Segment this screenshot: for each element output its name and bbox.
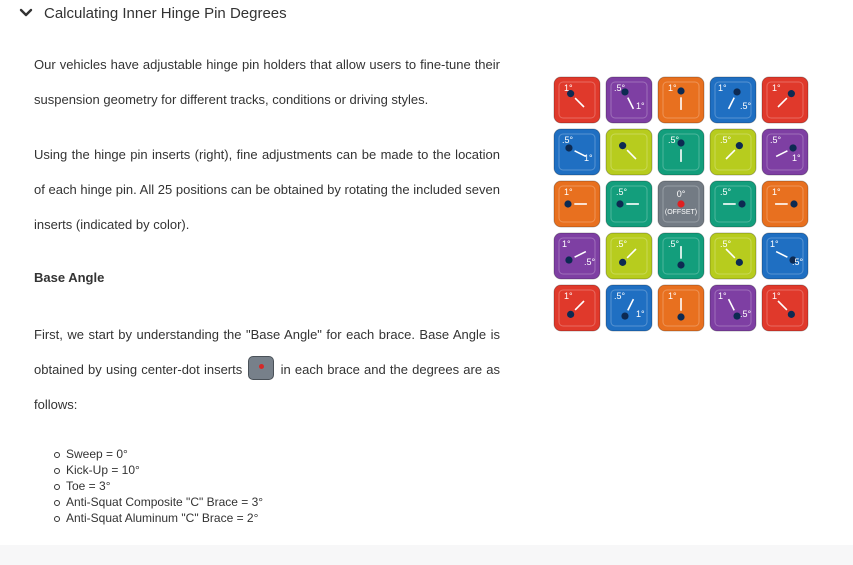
base-angle-text-start: First, we start by understanding the "Base Angle" for each brace. Base Angle is obtained by using center-dot inserts <box>34 327 500 377</box>
insert-label: 1° <box>668 291 677 301</box>
insert-tile <box>606 77 652 123</box>
insert-label: 1° <box>792 153 801 163</box>
accordion-title: Calculating Inner Hinge Pin Degrees <box>44 4 287 22</box>
insert-dot <box>677 313 684 320</box>
insert-tile <box>658 129 704 175</box>
insert-label: 0° <box>676 189 686 199</box>
insert-dot <box>565 144 572 151</box>
insert-tile <box>658 233 704 279</box>
insert-dot <box>736 259 743 266</box>
insert-dot <box>788 90 795 97</box>
insert-label: .5° <box>616 239 628 249</box>
hinge-pin-insert-grid <box>553 76 809 332</box>
list-item: Kick-Up = 10° <box>54 462 263 478</box>
insert-label: 1° <box>564 83 573 93</box>
insert-tile <box>762 77 808 123</box>
insert-dot <box>736 142 743 149</box>
insert-dot <box>738 200 745 207</box>
section-heading-base-angle: Base Angle <box>34 270 105 285</box>
insert-tile <box>554 181 600 227</box>
base-angle-list <box>54 446 263 526</box>
insert-label: .5° <box>770 135 782 145</box>
insert-label: 1° <box>718 83 727 93</box>
insert-label: .5° <box>720 239 732 249</box>
insert-tile <box>762 129 808 175</box>
insert-dot <box>790 200 797 207</box>
inserts-paragraph: Using the hinge pin inserts (right), fine adjustments can be made to the location of each hinge pin. All 25 positions can be obtained by rotating the included seven inserts (indicated by color). <box>34 147 500 232</box>
insert-label: .5° <box>792 257 804 267</box>
insert-label: .5° <box>720 135 732 145</box>
insert-dot <box>677 200 684 207</box>
insert-label: 1° <box>564 187 573 197</box>
list-item: Anti-Squat Aluminum "C" Brace = 2° <box>54 510 263 526</box>
insert-dot <box>564 200 571 207</box>
list-item: Toe = 3° <box>54 478 263 494</box>
insert-tile <box>606 129 652 175</box>
insert-label: .5° <box>562 135 574 145</box>
insert-label: .5° <box>720 187 732 197</box>
insert-label: 1° <box>718 291 727 301</box>
insert-label: 1° <box>772 83 781 93</box>
insert-label: 1° <box>584 153 593 163</box>
insert-dot <box>789 144 796 151</box>
insert-tile <box>606 233 652 279</box>
insert-dot <box>677 87 684 94</box>
base-angle-paragraph <box>34 317 500 422</box>
insert-label: 1° <box>668 83 677 93</box>
list-item: Anti-Squat Composite "C" Brace = 3° <box>54 494 263 510</box>
insert-dot <box>619 259 626 266</box>
insert-label: 1° <box>772 187 781 197</box>
insert-dot <box>567 311 574 318</box>
insert-label: 1° <box>770 239 779 249</box>
insert-label: .5° <box>740 101 752 111</box>
insert-dot <box>788 311 795 318</box>
insert-tile <box>606 181 652 227</box>
insert-tile <box>762 233 808 279</box>
insert-label: .5° <box>668 239 680 249</box>
insert-tile <box>554 129 600 175</box>
insert-tile <box>658 77 704 123</box>
insert-label: 1° <box>636 309 645 319</box>
chevron-down-icon <box>18 5 34 21</box>
intro-paragraph: Our vehicles have adjustable hinge pin holders that allow users to fine-tune their suspension geometry for different tracks, conditions or driving styles. <box>34 57 500 107</box>
insert-label: .5° <box>584 257 596 267</box>
insert-dot <box>733 88 740 95</box>
insert-label: .5° <box>614 291 626 301</box>
insert-dot <box>619 142 626 149</box>
insert-label: (OFFSET) <box>664 209 698 216</box>
insert-tile <box>762 181 808 227</box>
insert-label: .5° <box>668 135 680 145</box>
insert-tile <box>554 77 600 123</box>
insert-tile <box>762 285 808 331</box>
insert-tile <box>658 181 704 227</box>
insert-dot <box>677 261 684 268</box>
center-dot-insert-icon <box>248 356 274 380</box>
insert-label: .5° <box>614 83 626 93</box>
insert-label: 1° <box>772 291 781 301</box>
insert-tile <box>710 233 756 279</box>
insert-dot <box>621 312 628 319</box>
insert-grid-image <box>553 76 809 332</box>
footer-band <box>0 545 853 565</box>
insert-tile <box>606 285 652 331</box>
base-angle-text-end: in each brace and the degrees are as follows: <box>34 362 500 412</box>
insert-tile <box>658 285 704 331</box>
insert-label: 1° <box>636 101 645 111</box>
insert-label: .5° <box>740 309 752 319</box>
insert-tile <box>554 285 600 331</box>
insert-tile <box>710 285 756 331</box>
insert-tile <box>710 181 756 227</box>
insert-label: 1° <box>562 239 571 249</box>
insert-dot <box>565 256 572 263</box>
insert-tile <box>710 77 756 123</box>
insert-tile <box>554 233 600 279</box>
insert-label: .5° <box>616 187 628 197</box>
insert-label: 1° <box>564 291 573 301</box>
accordion-header[interactable] <box>18 2 287 24</box>
insert-dot <box>616 200 623 207</box>
insert-tile <box>710 129 756 175</box>
list-item: Sweep = 0° <box>54 446 263 462</box>
